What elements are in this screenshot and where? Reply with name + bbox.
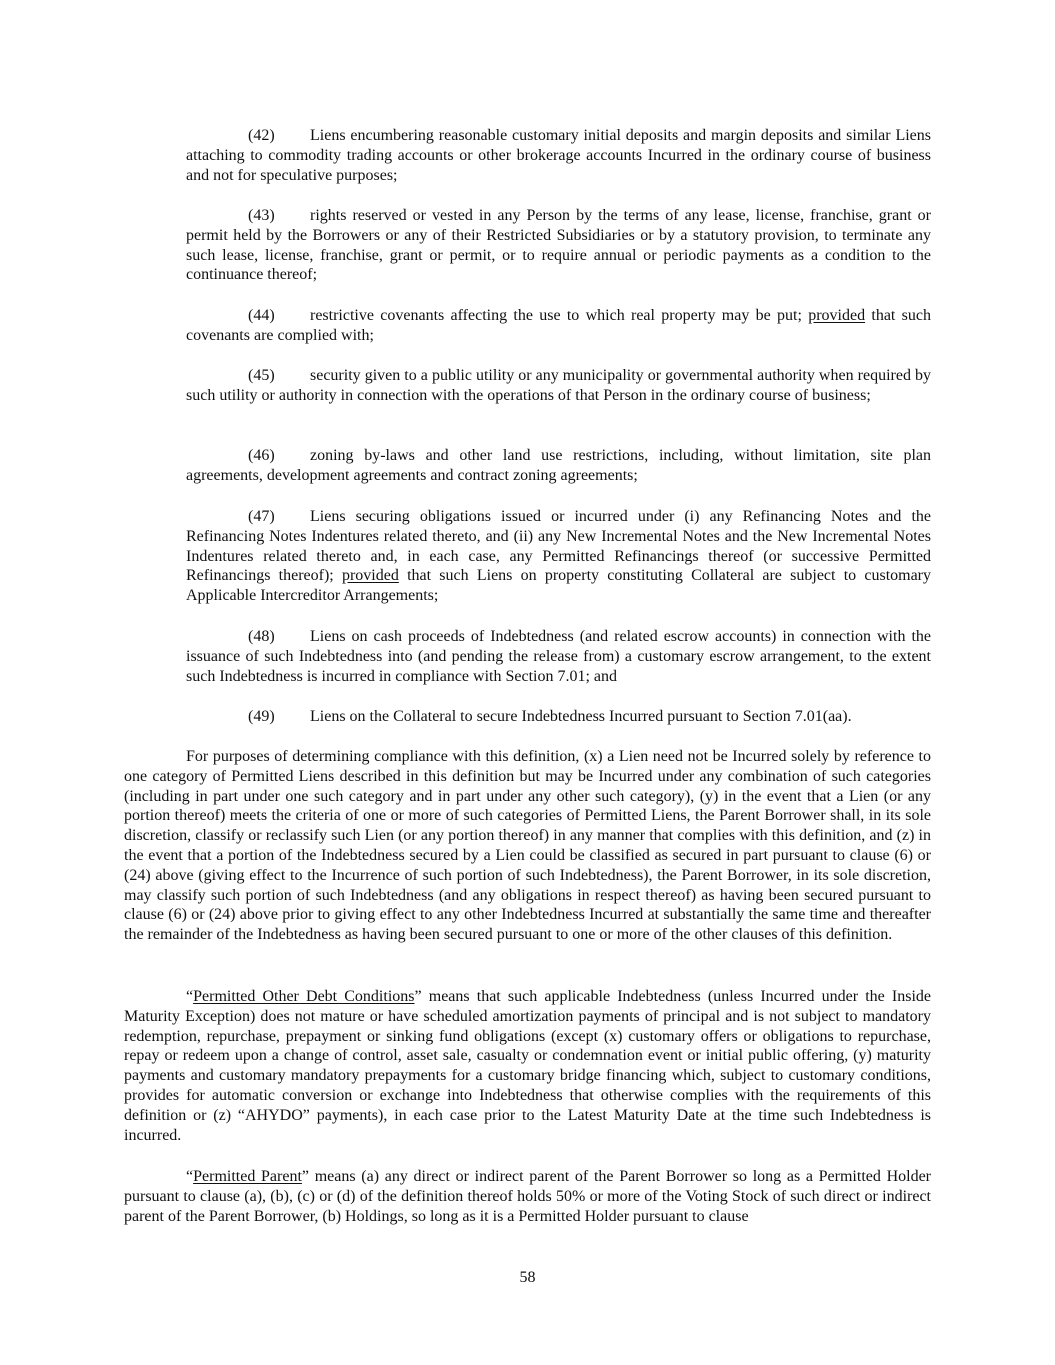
clause-text: Liens encumbering reasonable customary initial deposits and margin deposits and similar Liens attaching to commodity trading accounts or other brokerage accounts Incurred in the ordinary course of business and not for speculative purposes; xyxy=(186,127,931,184)
clause-46 xyxy=(186,446,931,486)
definition-body: means (a) any direct or indirect parent of the Parent Borrower so long as a Permitted Holder pursuant to clause (a), (b), (c) or (d) of the definition thereof holds 50% or more of the Voting Stock of such direct or indirect parent of the Parent Borrower, (b) Holdings, so long as it is a Permitted Holder pursuant to clause xyxy=(124,1168,931,1225)
defined-term: Permitted Other Debt Conditions xyxy=(193,988,415,1005)
definition-body: means that such applicable Indebtedness (unless Incurred under the Inside Maturity Exception) does not mature or have scheduled amortization payments of principal and is not subject to mandatory redemption, repurchase, prepayment or sinking fund obligations (except (x) customary offers or obligations to repurchase, repay or redeem upon a change of control, asset sale, casualty or condemnation event or initial public offering, (y) maturity payments and customary mandatory prepayments for a customary bridge financing which, subject to customary conditions, provides for automatic conversion or exchange into Indebtedness that otherwise complies with the requirements of this definition or (z) “AHYDO” payments), in each case prior to the Latest Maturity Date at the time such Indebtedness is incurred. xyxy=(124,988,932,1144)
clause-text: zoning by-laws and other land use restrictions, including, without limitation, site plan agreements, development agreements and contract zoning agreements; xyxy=(186,447,931,484)
provided-term: provided xyxy=(341,567,399,585)
clause-number: (43) xyxy=(248,207,275,224)
definition-permitted-parent xyxy=(124,1167,931,1226)
page-number: 58 xyxy=(519,1269,536,1286)
clause-48 xyxy=(186,627,931,686)
clause-number: (42) xyxy=(248,127,275,144)
clause-text: security given to a public utility or any municipality or governmental authority when required by such utility or authority in connection with the operations of that Person in the ordinary course of business; xyxy=(186,367,931,404)
open-quote: “ xyxy=(186,988,194,1005)
clause-number: (45) xyxy=(248,367,275,384)
close-quote: ” xyxy=(414,988,422,1005)
clause-number: (48) xyxy=(248,628,275,645)
clause-text: Liens on cash proceeds of Indebtedness (and related escrow accounts) in connection with the issuance of such Indebtedness into (and pending the release from) a customary escrow arrangement, to the extent such Indebtedness is incurred in compliance with Section 7.01; and xyxy=(186,628,931,685)
clause-44 xyxy=(186,306,931,346)
clause-43 xyxy=(186,206,931,285)
clause-49 xyxy=(186,707,931,727)
clause-number: (44) xyxy=(248,307,275,324)
open-quote: “ xyxy=(186,1168,194,1185)
provided-term: provided xyxy=(808,307,866,324)
compliance-paragraph: For purposes of determining compliance with this definition, (x) a Lien need not be Incurred solely by reference to one category of Permitted Liens described in this definition but may be Incurred under any combination of such categories (including in part under one such category and in part under any other such category), (y) in the event that a Lien (or any portion thereof) meets the criteria of one or more of such categories of Permitted Liens, the Parent Borrower shall, in its sole discretion, classify or reclassify such Lien (or any portion thereof) in any manner that complies with this definition, and (z) in the event that a portion of the Indebtedness secured by a Lien could be classified as secured in part pursuant to clause (6) or (24) above (giving effect to the Incurrence of such portion of such Indebtedness), the Parent Borrower, in its sole discretion, may classify such portion of such Indebtedness (and any obligations in respect thereof) as having been secured pursuant to clause (6) or (24) above prior to giving effect to any other Indebtedness Incurred at substantially the same time and thereafter the remainder of the Indebtedness as having been secured pursuant to one or more of the other clauses of this definition. xyxy=(124,748,931,944)
clause-number: (49) xyxy=(248,708,275,725)
clause-text: that such covenants are complied with; xyxy=(186,307,931,344)
clause-text: rights reserved or vested in any Person by the terms of any lease, license, franchise, grant or permit held by the Borrowers or any of their Restricted Subsidiaries or by a statutory provision, to terminate any such lease, license, franchise, grant or permit, or to require annual or periodic payments as a condition to the continuance thereof; xyxy=(186,207,931,284)
clause-number: (47) xyxy=(248,508,275,525)
close-quote: ” xyxy=(301,1168,310,1185)
clause-text: that such Liens on property constituting Collateral are subject to customary Applicable Intercreditor Arrangements; xyxy=(186,567,932,605)
defined-term: Permitted Parent xyxy=(193,1168,302,1185)
clause-text: Liens on the Collateral to secure Indebtedness Incurred pursuant to Section 7.01(aa). xyxy=(310,708,852,725)
clause-text: Liens securing obligations issued or incurred under (i) any Refinancing Notes and the Refinancing Notes Indentures related thereto, and (ii) any New Incremental Notes and the New Incremental Notes Indentures related thereto and, in each case, any Permitted Refinancings thereof (or successive Permitted Refinancings thereof); xyxy=(186,508,931,585)
clause-45 xyxy=(186,366,931,406)
clause-number: (46) xyxy=(248,447,275,464)
definition-permitted-other-debt-conditions xyxy=(124,987,931,1145)
clause-text: restrictive covenants affecting the use to which real property may be put; xyxy=(310,307,809,324)
clause-47 xyxy=(186,507,931,606)
clause-42 xyxy=(186,126,931,185)
